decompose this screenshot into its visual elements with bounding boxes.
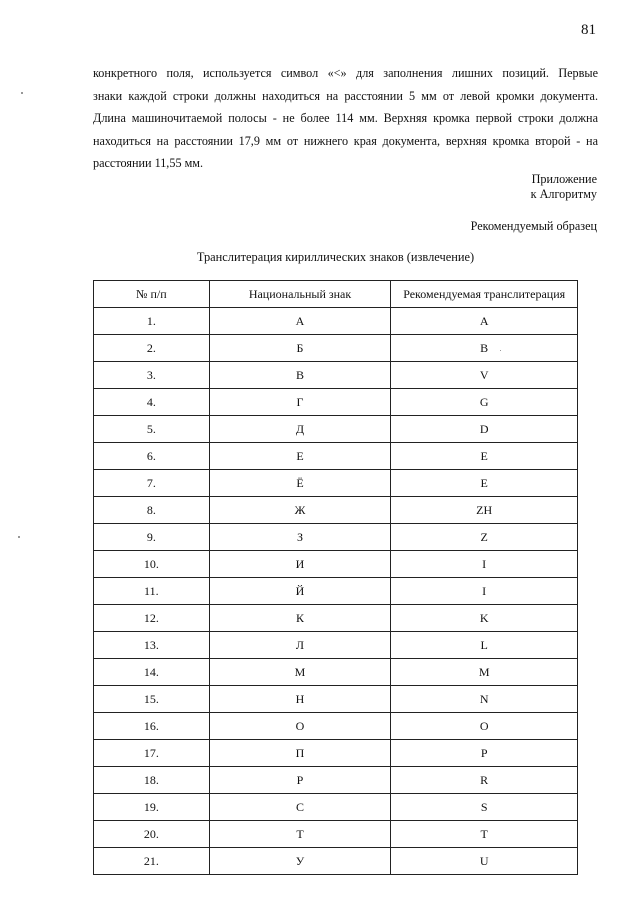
table-row	[94, 362, 578, 389]
table-row	[94, 578, 578, 605]
header-national-sign: Национальный знак	[209, 281, 391, 308]
paragraph-line: конкретного поля, используется символ «<» для заполнения лишних позиций. Первые	[93, 66, 598, 80]
national-sign-cell: О	[209, 713, 391, 740]
national-sign-cell: П	[209, 740, 391, 767]
transliteration-cell: I	[391, 578, 578, 605]
transliteration-cell: V	[391, 362, 578, 389]
transliteration-cell: N	[391, 686, 578, 713]
page-number: 81	[581, 22, 596, 38]
scan-speck	[500, 350, 501, 351]
header-transliteration: Рекомендуемая транслитерация	[391, 281, 578, 308]
transliteration-cell: A	[391, 308, 578, 335]
national-sign-cell: Н	[209, 686, 391, 713]
paragraph-line: знаки каждой строки должны находиться на расстоянии 5 мм от левой кромки документа.	[93, 88, 598, 103]
transliteration-cell: Z	[391, 524, 578, 551]
paragraph-line: находиться на расстоянии 17,9 мм от нижнего края документа, верхняя кромка второй - на	[93, 133, 598, 148]
transliteration-cell: ZH	[391, 497, 578, 524]
table-row	[94, 632, 578, 659]
national-sign-cell: И	[209, 551, 391, 578]
appendix-line-2: к Алгоритму	[530, 187, 597, 201]
row-number-cell: 9.	[94, 524, 210, 551]
national-sign-cell: Р	[209, 767, 391, 794]
transliteration-cell: S	[391, 794, 578, 821]
table-row	[94, 497, 578, 524]
table-row	[94, 605, 578, 632]
transliteration-cell: O	[391, 713, 578, 740]
national-sign-cell: Е	[209, 443, 391, 470]
table-row	[94, 389, 578, 416]
row-number-cell: 13.	[94, 632, 210, 659]
row-number-cell: 21.	[94, 848, 210, 875]
table-row	[94, 443, 578, 470]
table-row	[94, 659, 578, 686]
body-paragraph	[93, 62, 598, 175]
national-sign-cell: У	[209, 848, 391, 875]
table-row	[94, 470, 578, 497]
transliteration-cell: R	[391, 767, 578, 794]
scan-speck	[21, 92, 23, 94]
row-number-cell: 10.	[94, 551, 210, 578]
table-row	[94, 686, 578, 713]
national-sign-cell: Ж	[209, 497, 391, 524]
transliteration-cell: U	[391, 848, 578, 875]
transliteration-cell: T	[391, 821, 578, 848]
row-number-cell: 19.	[94, 794, 210, 821]
row-number-cell: 1.	[94, 308, 210, 335]
table-row	[94, 740, 578, 767]
transliteration-cell: K	[391, 605, 578, 632]
row-number-cell: 2.	[94, 335, 210, 362]
transliteration-cell: P	[391, 740, 578, 767]
table-row	[94, 821, 578, 848]
table-row	[94, 848, 578, 875]
national-sign-cell: С	[209, 794, 391, 821]
transliteration-cell: D	[391, 416, 578, 443]
row-number-cell: 12.	[94, 605, 210, 632]
table-row	[94, 713, 578, 740]
table-row	[94, 551, 578, 578]
transliteration-cell: G	[391, 389, 578, 416]
national-sign-cell: Ё	[209, 470, 391, 497]
transliteration-cell: M	[391, 659, 578, 686]
header-number: № п/п	[94, 281, 210, 308]
national-sign-cell: К	[209, 605, 391, 632]
national-sign-cell: З	[209, 524, 391, 551]
row-number-cell: 17.	[94, 740, 210, 767]
national-sign-cell: Д	[209, 416, 391, 443]
row-number-cell: 8.	[94, 497, 210, 524]
national-sign-cell: А	[209, 308, 391, 335]
row-number-cell: 6.	[94, 443, 210, 470]
table-row	[94, 767, 578, 794]
row-number-cell: 20.	[94, 821, 210, 848]
transliteration-cell: B	[391, 335, 578, 362]
row-number-cell: 16.	[94, 713, 210, 740]
paragraph-line: расстоянии 11,55 мм.	[93, 156, 204, 170]
transliteration-cell: E	[391, 470, 578, 497]
appendix-label	[531, 172, 597, 202]
transliteration-cell: L	[391, 632, 578, 659]
row-number-cell: 14.	[94, 659, 210, 686]
table-row	[94, 524, 578, 551]
row-number-cell: 3.	[94, 362, 210, 389]
national-sign-cell: Л	[209, 632, 391, 659]
row-number-cell: 11.	[94, 578, 210, 605]
row-number-cell: 7.	[94, 470, 210, 497]
national-sign-cell: Й	[209, 578, 391, 605]
row-number-cell: 15.	[94, 686, 210, 713]
paragraph-line: Длина машиночитаемой полосы - не более 114 мм. Верхняя кромка первой строки должна	[93, 111, 598, 125]
table-title: Транслитерация кириллических знаков (извлечение)	[196, 250, 475, 264]
sample-label: Рекомендуемый образец	[470, 219, 597, 233]
transliteration-cell: I	[391, 551, 578, 578]
table-row	[94, 335, 578, 362]
row-number-cell: 4.	[94, 389, 210, 416]
national-sign-cell: Б	[209, 335, 391, 362]
transliteration-table	[93, 280, 578, 875]
table-row	[94, 416, 578, 443]
row-number-cell: 18.	[94, 767, 210, 794]
appendix-line-1: Приложение	[531, 172, 597, 186]
table-header-row	[94, 281, 578, 308]
national-sign-cell: Г	[209, 389, 391, 416]
scan-speck	[18, 536, 20, 538]
transliteration-cell: E	[391, 443, 578, 470]
national-sign-cell: Т	[209, 821, 391, 848]
national-sign-cell: М	[209, 659, 391, 686]
table-row	[94, 794, 578, 821]
table-row	[94, 308, 578, 335]
table-body	[94, 308, 578, 875]
national-sign-cell: В	[209, 362, 391, 389]
row-number-cell: 5.	[94, 416, 210, 443]
